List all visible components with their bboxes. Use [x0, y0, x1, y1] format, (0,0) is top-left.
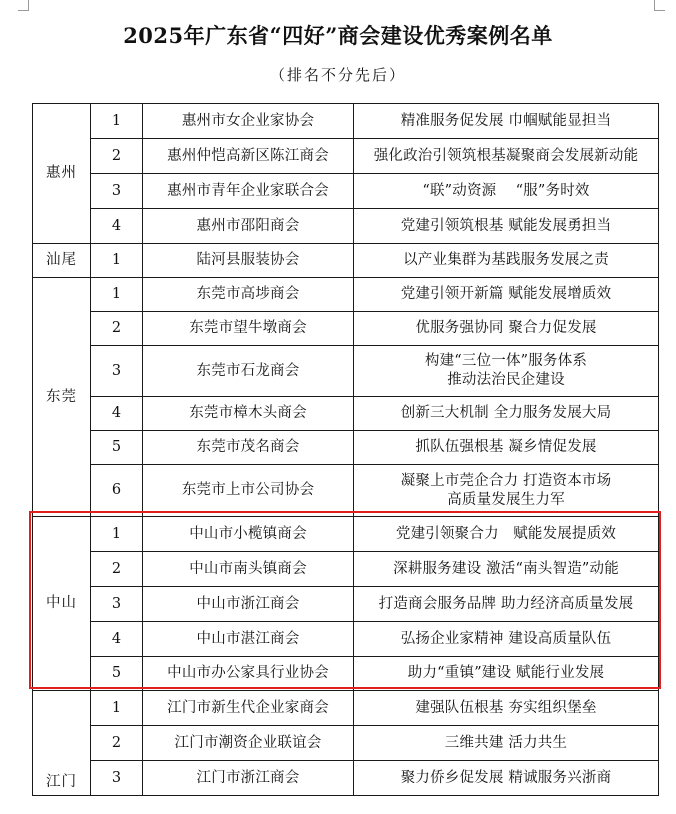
case-title-cell: 优服务强协同 聚合力促发展: [354, 312, 659, 346]
case-title-cell: 强化政治引领筑根基凝聚商会发展新动能: [354, 139, 659, 174]
org-name-cell: 惠州市青年企业家联合会: [143, 174, 354, 209]
case-title-line: 推动法治民企建设: [447, 372, 565, 388]
number-cell: 2: [91, 139, 143, 174]
number-cell: 1: [91, 278, 143, 312]
table-row: [33, 174, 659, 209]
case-title-cell: 以产业集群为基践服务发展之责: [354, 244, 659, 278]
page-corner-mark-right: [654, 0, 665, 11]
table-row: [33, 517, 659, 552]
table-row: [33, 346, 659, 397]
number-cell: 1: [91, 104, 143, 139]
number-cell: 2: [91, 726, 143, 761]
number-cell: 4: [91, 209, 143, 244]
table-row: [33, 552, 659, 587]
number-cell: 4: [91, 622, 143, 657]
org-name-cell: 东莞市茂名商会: [143, 431, 354, 465]
table-row: [33, 761, 659, 796]
number-cell: 3: [91, 174, 143, 209]
number-cell: 3: [91, 346, 143, 397]
case-title-cell: 聚力侨乡促发展 精诚服务兴浙商: [354, 761, 659, 796]
number-cell: 3: [91, 761, 143, 796]
table-row: [33, 104, 659, 139]
org-name-cell: 东莞市上市公司协会: [143, 465, 354, 517]
case-title-cell: 建强队伍根基 夯实组织堡垒: [354, 691, 659, 726]
table-row: [33, 691, 659, 726]
number-cell: 4: [91, 397, 143, 431]
document-subtitle: （排名不分先后）: [269, 66, 406, 84]
org-name-cell: 江门市潮资企业联谊会: [143, 726, 354, 761]
case-title-cell: 党建引领筑根基 赋能发展勇担当: [354, 209, 659, 244]
case-title-cell: 打造商会服务品牌 助力经济高质量发展: [354, 587, 659, 622]
number-cell: 1: [91, 244, 143, 278]
table-row: [33, 622, 659, 657]
case-title-cell: 精准服务促发展 巾帼赋能显担当: [354, 104, 659, 139]
org-name-cell: 惠州仲恺高新区陈江商会: [143, 139, 354, 174]
case-title-line: 构建“三位一体”服务体系: [424, 353, 588, 369]
org-name-cell: 中山市办公家具行业协会: [143, 657, 354, 691]
case-title-cell: 党建引领开新篇 赋能发展增质效: [354, 278, 659, 312]
table-row: [33, 587, 659, 622]
table-row: [33, 657, 659, 691]
org-name-cell: 中山市浙江商会: [143, 587, 354, 622]
case-list-table: [32, 103, 659, 796]
org-name-cell: 陆河县服装协会: [143, 244, 354, 278]
number-cell: 3: [91, 587, 143, 622]
org-name-cell: 东莞市高埗商会: [143, 278, 354, 312]
city-cell: 江门: [33, 691, 91, 796]
org-name-cell: 惠州市女企业家协会: [143, 104, 354, 139]
case-title-line: 凝聚上市莞企合力 打造资本市场: [400, 472, 612, 489]
table-row: [33, 244, 659, 278]
case-title-cell: 抓队伍强根基 凝乡情促发展: [354, 431, 659, 465]
case-title-cell: 党建引领聚合力 赋能发展提质效: [354, 517, 659, 552]
org-name-cell: 中山市南头镇商会: [143, 552, 354, 587]
table-row: [33, 431, 659, 465]
org-name-cell: 中山市湛江商会: [143, 622, 354, 657]
case-title-cell: 三维共建 活力共生: [354, 726, 659, 761]
table-row: [33, 397, 659, 431]
org-name-cell: 东莞市樟木头商会: [143, 397, 354, 431]
table-row: [33, 726, 659, 761]
city-cell: 东莞: [33, 278, 91, 517]
org-name-cell: 东莞市石龙商会: [143, 346, 354, 397]
case-title-line: 高质量发展生力军: [447, 491, 565, 508]
number-cell: 2: [91, 552, 143, 587]
number-cell: 2: [91, 312, 143, 346]
org-name-cell: 中山市小榄镇商会: [143, 517, 354, 552]
case-title-cell: 助力“重镇”建设 赋能行业发展: [354, 657, 659, 691]
number-cell: 1: [91, 517, 143, 552]
document-title: 2025年广东省“四好”商会建设优秀案例名单: [123, 23, 553, 48]
number-cell: 6: [91, 465, 143, 517]
case-title-cell: “联”动资源 “服”务时效: [354, 174, 659, 209]
table-row: [33, 465, 659, 517]
case-title-cell: 创新三大机制 全力服务发展大局: [354, 397, 659, 431]
city-cell: 惠州: [33, 104, 91, 244]
city-cell: 中山: [33, 517, 91, 691]
org-name-cell: 江门市浙江商会: [143, 761, 354, 796]
org-name-cell: 东莞市望牛墩商会: [143, 312, 354, 346]
number-cell: 5: [91, 657, 143, 691]
number-cell: 1: [91, 691, 143, 726]
case-title-cell: [354, 346, 659, 397]
table-row: [33, 278, 659, 312]
org-name-cell: 惠州市邵阳商会: [143, 209, 354, 244]
case-title-cell: 深耕服务建设 激活“南头智造”动能: [354, 552, 659, 587]
page-corner-mark-left: [18, 0, 29, 11]
case-title-cell: [354, 465, 659, 517]
case-title-cell: 弘扬企业家精神 建设高质量队伍: [354, 622, 659, 657]
table-row: [33, 139, 659, 174]
table-row: [33, 209, 659, 244]
org-name-cell: 江门市新生代企业家商会: [143, 691, 354, 726]
number-cell: 5: [91, 431, 143, 465]
table-row: [33, 312, 659, 346]
city-cell: 汕尾: [33, 244, 91, 278]
